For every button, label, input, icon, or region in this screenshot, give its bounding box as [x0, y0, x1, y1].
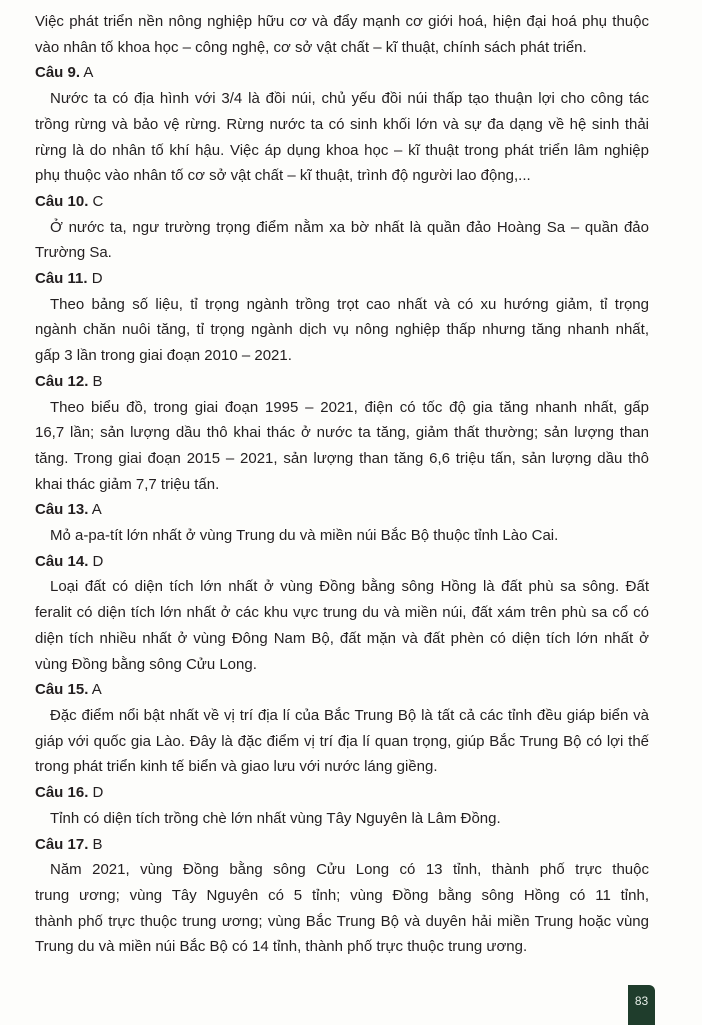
question-answer-letter: A	[91, 681, 102, 699]
text-line: Năm 2021, vùng Đồng bằng sông Cửu Long có 13 tỉnh, thành phố trực thuộc	[50, 861, 649, 879]
text-line: Mỏ a-pa-tít lớn nhất ở vùng Trung du và miền núi Bắc Bộ thuộc tỉnh Lào Cai.	[50, 527, 559, 545]
text-line: Trung du và miền núi Bắc Bộ có 14 tỉnh, thành phố trực thuộc trung ương.	[35, 938, 528, 956]
question-heading	[35, 780, 649, 806]
question-answer-letter: B	[92, 372, 103, 390]
question-answer	[35, 60, 649, 189]
question-answer-letter: A	[91, 501, 102, 519]
question-heading	[35, 549, 649, 575]
text-line: Loại đất có diện tích lớn nhất ở vùng Đồng bằng sông Hồng là đất phù sa sông. Đất	[50, 578, 649, 596]
text-line: rừng là do nhân tố khí hậu. Việc áp dụng khoa học – kĩ thuật trong phát triển lâm nghiệp	[35, 141, 649, 159]
text-line: vào nhân tố khoa học – công nghệ, cơ sở vật chất – kĩ thuật, chính sách phát triển.	[35, 38, 587, 56]
question-answer	[35, 266, 649, 369]
text-line: trồng rừng và bảo vệ rừng. Rừng nước ta có sinh khối lớn và sự đa dạng về hệ sinh thải	[35, 115, 649, 133]
question-label: Câu 15.	[35, 681, 89, 699]
question-answer	[35, 677, 649, 780]
question-label: Câu 13.	[35, 501, 89, 519]
text-line: giáp với quốc gia Lào. Đây là đặc điểm vị trí địa lí quan trọng, giúp Bắc Trung Bộ có lợi thế	[35, 732, 649, 750]
question-label: Câu 14.	[35, 552, 89, 570]
question-heading	[35, 832, 649, 858]
intro-paragraph	[35, 9, 649, 60]
question-answer-letter: D	[91, 270, 103, 288]
question-answer	[35, 189, 649, 266]
question-answer	[35, 780, 649, 831]
question-label: Câu 11.	[35, 270, 88, 288]
question-answer	[35, 832, 649, 961]
question-heading	[35, 60, 649, 86]
text-line: Trường Sa.	[35, 244, 112, 262]
text-line: trong phát triển kinh tế biển và giao lưu với nước láng giềng.	[35, 758, 438, 776]
text-line: 16,7 lần; sản lượng dầu thô khai thác ở nước ta tăng, giảm thất thường; sản lượng than	[35, 424, 649, 442]
question-answer	[35, 369, 649, 498]
text-line: phụ thuộc vào nhân tố cơ sở vật chất – kĩ thuật, trình độ người lao động,...	[35, 167, 531, 185]
text-line: tăng. Trong giai đoạn 2015 – 2021, sản lượng than tăng 6,6 triệu tấn, sản lượng dầu thô	[35, 449, 649, 467]
question-label: Câu 16.	[35, 784, 89, 802]
question-heading	[35, 497, 649, 523]
text-line: trung ương; vùng Tây Nguyên có 5 tỉnh; vùng Đồng bằng sông Hồng có 11 tỉnh,	[35, 886, 649, 904]
text-line: khai thác giảm 7,7 triệu tấn.	[35, 475, 220, 493]
text-line: Theo biểu đồ, trong giai đoạn 1995 – 2021, điện có tốc độ gia tăng nhanh nhất, gấp	[50, 398, 649, 416]
question-answer-letter: D	[92, 784, 104, 802]
question-answer-letter: C	[92, 192, 104, 210]
text-line: diện tích nhiều nhất ở vùng Đông Nam Bộ, đất mặn và đất phèn có diện tích lớn nhất ở	[35, 629, 649, 647]
question-answer-letter: A	[83, 64, 94, 82]
text-line: feralit có diện tích lớn nhất ở các khu vực trung du và miền núi, đất xám trên phù sa cổ có	[35, 604, 649, 622]
question-heading	[35, 266, 649, 292]
text-line: vùng Đồng bằng sông Cửu Long.	[35, 655, 257, 673]
question-answer-letter: D	[92, 552, 104, 570]
question-heading	[35, 677, 649, 703]
question-heading	[35, 189, 649, 215]
question-answer-letter: B	[92, 835, 103, 853]
question-answer	[35, 549, 649, 678]
question-label: Câu 12.	[35, 372, 89, 390]
text-line: Việc phát triển nền nông nghiệp hữu cơ và đẩy mạnh cơ giới hoá, hiện đại hoá phụ thuộc	[35, 13, 649, 30]
text-line: Ở nước ta, ngư trường trọng điểm nằm xa bờ nhất là quần đảo Hoàng Sa – quần đảo	[50, 218, 649, 236]
question-answer	[35, 497, 649, 548]
page-number: 83	[628, 985, 655, 1025]
question-heading	[35, 369, 649, 395]
text-line: ngành chăn nuôi tăng, tỉ trọng ngành dịch vụ nông nghiệp thấp nhưng tăng nhanh nhất,	[35, 321, 649, 339]
question-label: Câu 9.	[35, 64, 81, 82]
text-line: thành phố trực thuộc trung ương; vùng Bắc Trung Bộ và duyên hải miền Trung hoặc vùng	[35, 912, 649, 930]
text-line: Tỉnh có diện tích trồng chè lớn nhất vùng Tây Nguyên là Lâm Đồng.	[50, 809, 501, 827]
text-line: Đặc điểm nổi bật nhất về vị trí địa lí của Bắc Trung Bộ là tất cả các tỉnh đều giáp biển và	[50, 706, 649, 724]
text-line: Nước ta có địa hình với 3/4 là đồi núi, chủ yếu đồi núi thấp tạo thuận lợi cho công tác	[50, 90, 649, 108]
question-label: Câu 17.	[35, 835, 89, 853]
answer-content	[35, 9, 649, 960]
text-line: gấp 3 lần trong giai đoạn 2010 – 2021.	[35, 347, 292, 365]
question-label: Câu 10.	[35, 192, 89, 210]
text-line: Theo bảng số liệu, tỉ trọng ngành trồng trọt cao nhất và có xu hướng giảm, tỉ trọng	[50, 295, 649, 313]
